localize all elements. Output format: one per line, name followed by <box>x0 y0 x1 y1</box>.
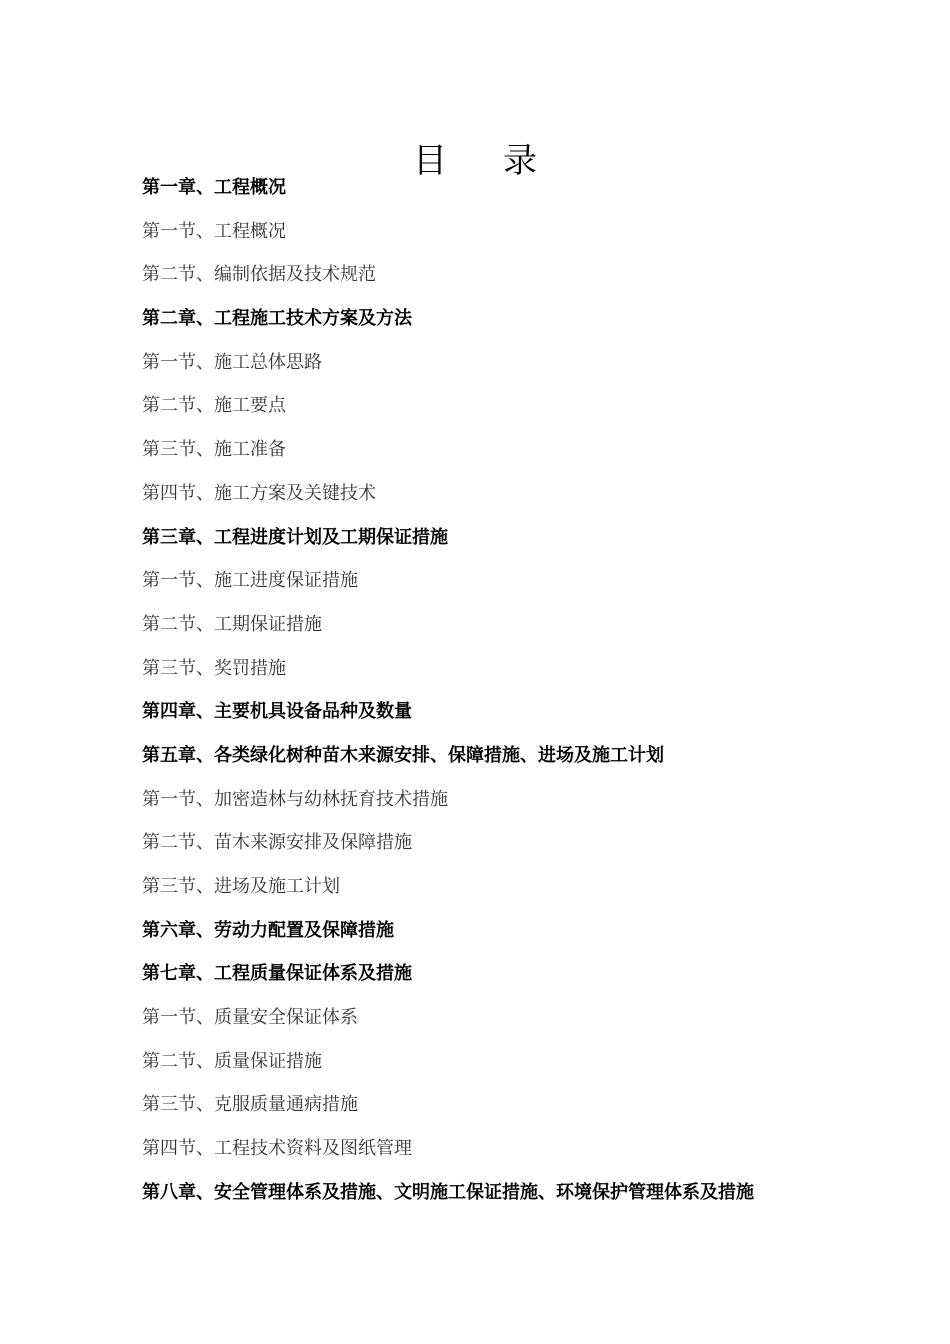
toc-section-entry: 第三节、克服质量通病措施 <box>142 1094 358 1116</box>
toc-section-entry: 第一节、施工进度保证措施 <box>142 570 358 592</box>
toc-section-entry: 第一节、质量安全保证体系 <box>142 1007 358 1029</box>
toc-chapter-entry: 第二章、工程施工技术方案及方法 <box>142 308 412 330</box>
toc-chapter-entry: 第三章、工程进度计划及工期保证措施 <box>142 526 448 548</box>
toc-section-entry: 第一节、加密造林与幼林抚育技术措施 <box>142 788 448 810</box>
toc-section-entry: 第二节、质量保证措施 <box>142 1050 322 1072</box>
toc-list <box>142 166 902 1215</box>
toc-section-entry: 第三节、进场及施工计划 <box>142 876 340 897</box>
toc-chapter-entry: 第四章、主要机具设备品种及数量 <box>142 701 412 723</box>
toc-section-entry: 第一节、施工总体思路 <box>142 351 322 373</box>
toc-section-entry: 第二节、工期保证措施 <box>142 613 322 635</box>
toc-chapter-entry: 第六章、劳动力配置及保障措施 <box>142 919 394 941</box>
toc-section-entry: 第二节、苗木来源安排及保障措施 <box>142 832 412 854</box>
toc-chapter-entry: 第八章、安全管理体系及措施、文明施工保证措施、环境保护管理体系及措施 <box>142 1181 754 1203</box>
toc-chapter-entry: 第一章、工程概况 <box>142 177 286 198</box>
toc-chapter-entry: 第七章、工程质量保证体系及措施 <box>142 963 412 985</box>
toc-section-entry: 第四节、施工方案及关键技术 <box>142 482 376 504</box>
toc-section-entry: 第三节、施工准备 <box>142 439 286 461</box>
toc-section-entry: 第二节、编制依据及技术规范 <box>142 264 376 286</box>
toc-section-entry: 第一节、工程概况 <box>142 220 286 242</box>
toc-section-entry: 第四节、工程技术资料及图纸管理 <box>142 1138 412 1160</box>
toc-section-entry: 第三节、奖罚措施 <box>142 657 286 679</box>
toc-chapter-entry: 第五章、各类绿化树种苗木来源安排、保障措施、进场及施工计划 <box>142 744 664 766</box>
toc-title: 目录 <box>413 140 593 181</box>
toc-section-entry: 第二节、施工要点 <box>142 395 286 417</box>
